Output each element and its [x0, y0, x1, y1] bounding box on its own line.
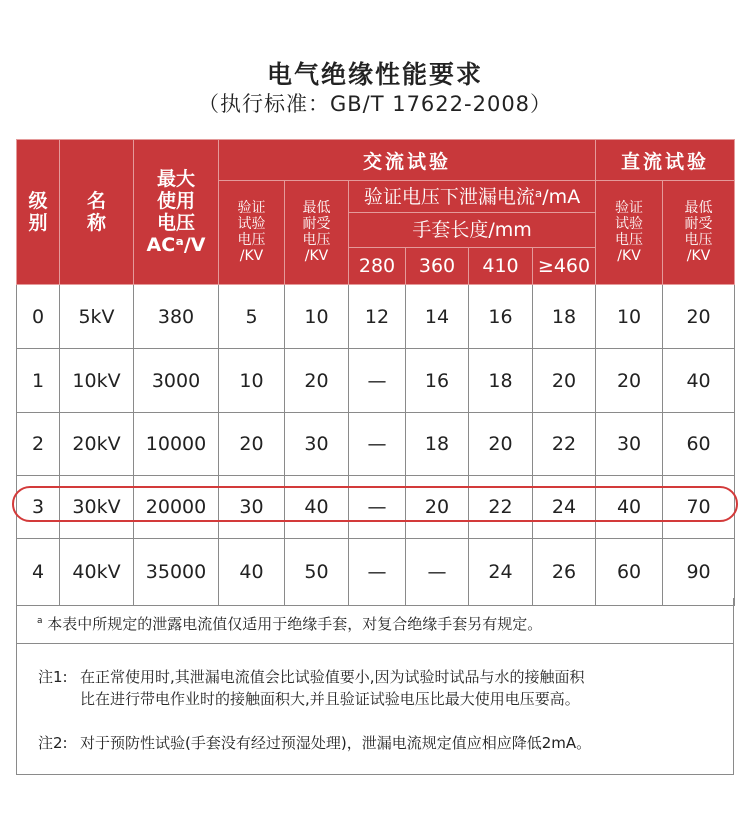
- cell-max: 10000: [134, 413, 219, 476]
- header-length-410: 410: [469, 248, 533, 285]
- header-max-voltage: 最大 使用 电压 ACᵃ/V: [134, 140, 219, 285]
- cell-max: 380: [134, 285, 219, 349]
- cell-l460: 20: [533, 349, 596, 413]
- cell-dc-withstand: 40: [663, 349, 735, 413]
- cell-l460: 26: [533, 539, 596, 606]
- table-row: [17, 349, 735, 413]
- cell-name: 30kV: [60, 476, 134, 539]
- cell-l460: 22: [533, 413, 596, 476]
- cell-dc-proof: 10: [596, 285, 663, 349]
- cell-name: 5kV: [60, 285, 134, 349]
- header-length-460: ≥460: [533, 248, 596, 285]
- cell-name: 40kV: [60, 539, 134, 606]
- cell-ac-proof: 20: [219, 413, 285, 476]
- cell-ac-proof: 30: [219, 476, 285, 539]
- cell-max: 20000: [134, 476, 219, 539]
- cell-l280: 12: [349, 285, 406, 349]
- cell-ac-proof: 40: [219, 539, 285, 606]
- cell-dc-withstand: 60: [663, 413, 735, 476]
- cell-max: 35000: [134, 539, 219, 606]
- table-row: [17, 413, 735, 476]
- cell-dc-withstand: 90: [663, 539, 735, 606]
- cell-l410: 18: [469, 349, 533, 413]
- cell-l410: 20: [469, 413, 533, 476]
- cell-ac-withstand: 30: [285, 413, 349, 476]
- cell-l360: —: [406, 539, 469, 606]
- page-title: 电气绝缘性能要求: [266, 60, 483, 89]
- cell-name: 10kV: [60, 349, 134, 413]
- cell-name: 20kV: [60, 413, 134, 476]
- header-level: 级 别: [17, 140, 60, 285]
- cell-l360: 20: [406, 476, 469, 539]
- cell-level: 3: [17, 476, 60, 539]
- cell-l280: —: [349, 476, 406, 539]
- note-1: 注1: 在正常使用时,其泄漏电流值会比试验值要小,因为试验时试品与水的接触面积 比在进行带电作业时的接触面积大,并且验证试验电压比最大使用电压要高。: [38, 668, 585, 708]
- page-subtitle: （执行标准：GB/T 17622-2008）: [197, 92, 553, 116]
- header-length-280: 280: [349, 248, 406, 285]
- cell-l280: —: [349, 539, 406, 606]
- header-length-360: 360: [406, 248, 469, 285]
- header-ac-proof-voltage: 验证 试验 电压 /KV: [219, 181, 285, 285]
- cell-l410: 16: [469, 285, 533, 349]
- cell-level: 0: [17, 285, 60, 349]
- cell-l280: —: [349, 349, 406, 413]
- cell-dc-proof: 60: [596, 539, 663, 606]
- header-dc-test: 直流试验: [596, 140, 735, 181]
- cell-l360: 16: [406, 349, 469, 413]
- cell-ac-proof: 10: [219, 349, 285, 413]
- cell-ac-withstand: 20: [285, 349, 349, 413]
- insulation-spec-table: [16, 139, 735, 606]
- cell-dc-proof: 30: [596, 413, 663, 476]
- cell-ac-withstand: 10: [285, 285, 349, 349]
- cell-l360: 18: [406, 413, 469, 476]
- header-ac-test: 交流试验: [219, 140, 596, 181]
- cell-level: 2: [17, 413, 60, 476]
- cell-dc-withstand: 20: [663, 285, 735, 349]
- cell-ac-withstand: 50: [285, 539, 349, 606]
- cell-dc-proof: 20: [596, 349, 663, 413]
- header-name: 名 称: [60, 140, 134, 285]
- cell-ac-withstand: 40: [285, 476, 349, 539]
- header-ac-withstand-voltage: 最低 耐受 电压 /KV: [285, 181, 349, 285]
- cell-dc-proof: 40: [596, 476, 663, 539]
- header-glove-length: 手套长度/mm: [349, 213, 596, 248]
- header-dc-withstand-voltage: 最低 耐受 电压 /KV: [663, 181, 735, 285]
- header-dc-proof-voltage: 验证 试验 电压 /KV: [596, 181, 663, 285]
- cell-dc-withstand: 70: [663, 476, 735, 539]
- cell-level: 4: [17, 539, 60, 606]
- cell-l410: 22: [469, 476, 533, 539]
- cell-l460: 24: [533, 476, 596, 539]
- cell-l460: 18: [533, 285, 596, 349]
- cell-level: 1: [17, 349, 60, 413]
- note-2: 注2: 对于预防性试验(手套没有经过预湿处理)，泄漏电流规定值应相应降低2mA。: [38, 734, 592, 752]
- cell-max: 3000: [134, 349, 219, 413]
- table-row: [17, 285, 735, 349]
- cell-l280: —: [349, 413, 406, 476]
- cell-l410: 24: [469, 539, 533, 606]
- cell-ac-proof: 5: [219, 285, 285, 349]
- cell-l360: 14: [406, 285, 469, 349]
- table-row: [17, 539, 735, 606]
- table-footnote: $^a$ 本表中所规定的泄露电流值仅适用于绝缘手套，对复合绝缘手套另有规定。: [16, 598, 734, 644]
- header-leakage-current: 验证电压下泄漏电流ᵃ/mA: [349, 181, 596, 213]
- table-row: [17, 476, 735, 539]
